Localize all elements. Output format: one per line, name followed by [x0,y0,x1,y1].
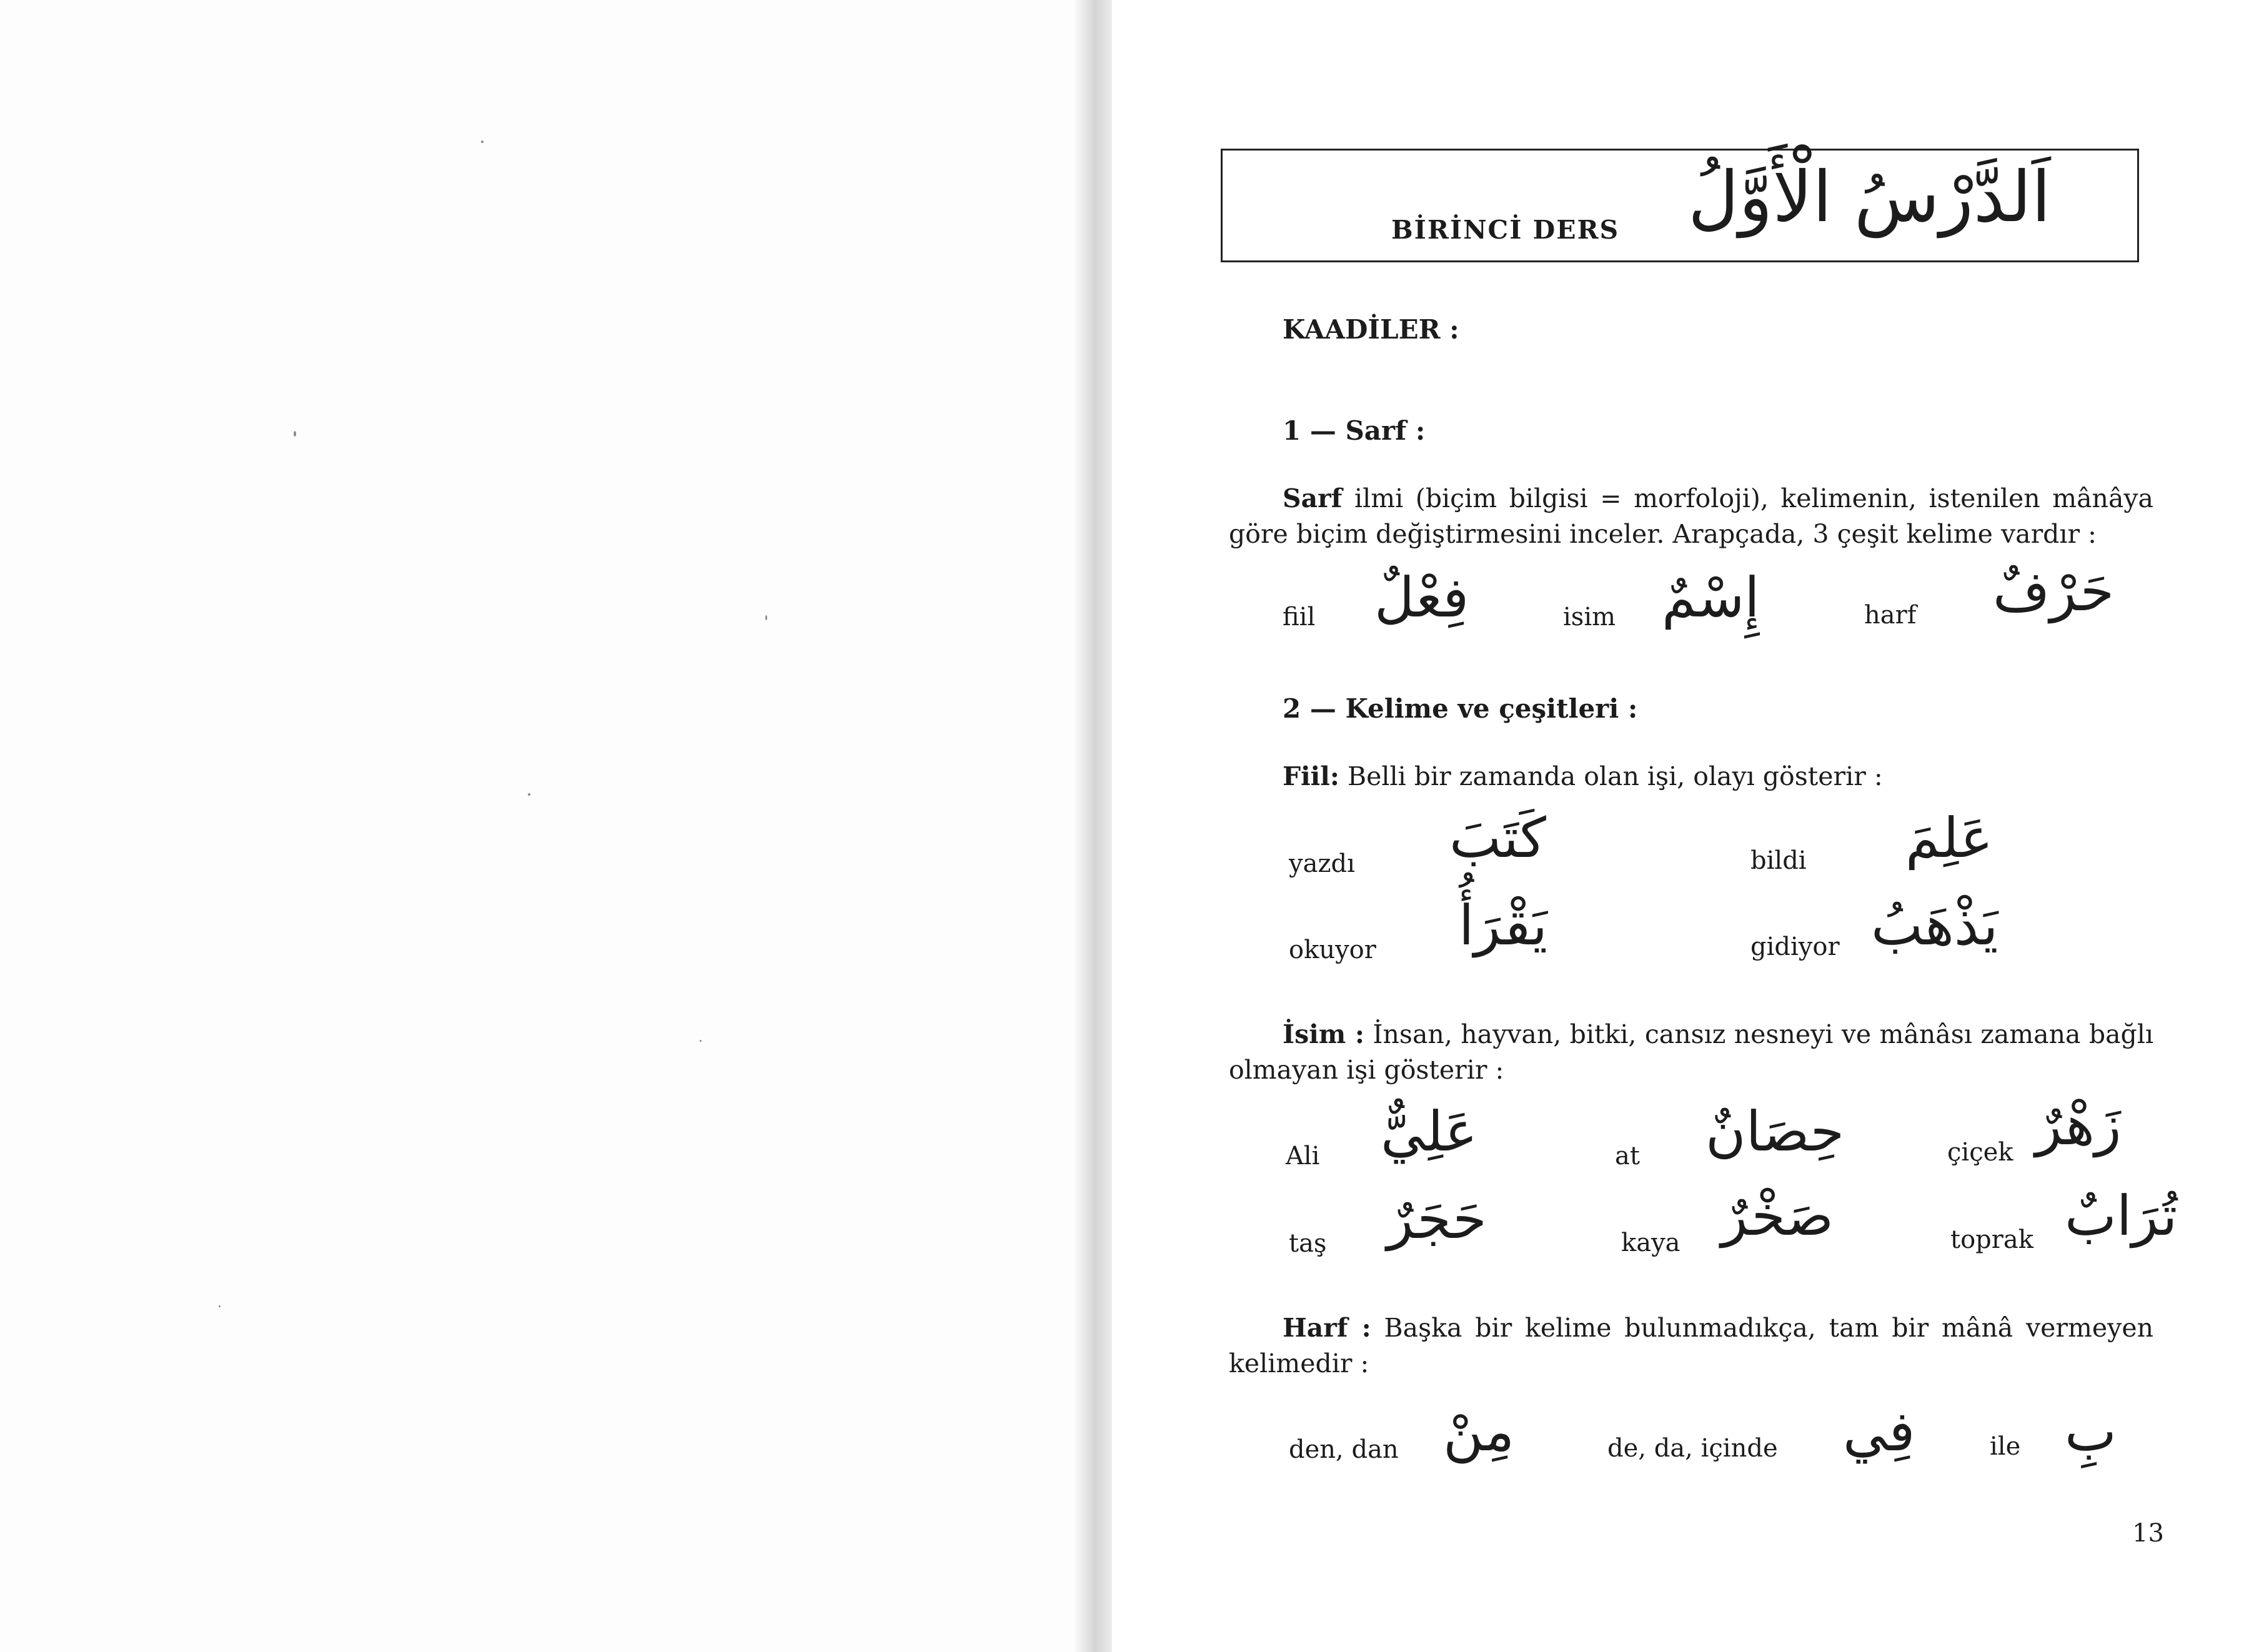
lesson-title-box [1221,149,2139,262]
fiil-definition [1283,759,1883,794]
sarf-paragraph-text: ilmi (biçim bilgisi = morfoloji), kelimenin, istenilen mânâya göre biçim değiştirmesini inceler. Arapçada, 3 çeşit kelime vardır : [1229,483,2153,549]
harf-example-label: ile [1990,1432,2021,1461]
type-label-fiil: fiil [1283,603,1316,631]
isim-example-label: at [1615,1142,1640,1170]
paper-speck [528,793,530,796]
isim-example-arabic: صَخْرٌ [1721,1184,1834,1248]
sarf-heading: 1 — Sarf : [1283,415,1426,446]
type-label-isim: isim [1563,603,1616,631]
isim-example-label: kaya [1621,1229,1681,1257]
left-page-blank [0,0,1096,1652]
paper-speck [294,431,296,437]
paper-speck [765,615,767,620]
isim-example-label: taş [1289,1229,1327,1258]
fiil-example-label: yazdı [1289,849,1355,878]
fiil-example-arabic: كَتَبَ [1449,806,1546,870]
harf-definition [1229,1310,2153,1382]
isim-term: İsim : [1283,1019,1364,1049]
book-gutter [1075,0,1112,1652]
fiil-example-label: gidiyor [1750,932,1840,961]
type-label-harf: harf [1864,601,1917,630]
isim-definition-text: İnsan, hayvan, bitki, cansız nesneyi ve mânâsı zamana bağlı olmayan işi gösterir : [1229,1019,2153,1085]
page-number: 13 [2132,1519,2164,1548]
isim-example-arabic: حَجَرٌ [1387,1187,1487,1251]
harf-example-arabic: فِي [1843,1399,1915,1463]
sarf-paragraph [1229,481,2153,552]
isim-example-arabic: حِصَانٌ [1705,1099,1845,1164]
fiil-example-label: okuyor [1289,936,1376,964]
fiil-definition-text: Belli bir zamanda olan işi, olayı gösterir : [1339,761,1883,791]
kelime-heading: 2 — Kelime ve çeşitleri : [1283,693,1638,724]
harf-term: Harf : [1283,1313,1371,1343]
harf-example-arabic: بِ [2065,1399,2117,1463]
isim-example-arabic: زَهْرٌ [2035,1093,2122,1157]
isim-example-arabic: عَلِيٌّ [1381,1099,1477,1164]
fiil-example-arabic: عَلِمَ [1905,806,1993,870]
isim-definition [1229,1017,2153,1088]
isim-example-label: çiçek [1947,1138,2013,1167]
paper-speck [219,1305,221,1307]
isim-example-arabic: تُرَابٌ [2065,1184,2178,1248]
right-page [1112,0,2249,1652]
fiil-example-label: bildi [1750,846,1807,875]
type-arabic-isim: إِسْمٌ [1662,565,1760,630]
section-title: KAADİLER : [1283,314,1459,345]
type-arabic-fiil: فِعْلٌ [1374,565,1469,630]
harf-example-arabic: مِنْ [1443,1399,1515,1463]
paper-speck [481,141,484,143]
sarf-term: Sarf [1283,483,1343,513]
isim-example-label: Ali [1286,1142,1320,1170]
harf-example-label: de, da, içinde [1607,1434,1778,1463]
paper-speck [700,1040,702,1042]
fiil-example-arabic: يَذْهَبُ [1871,893,1998,957]
fiil-term: Fiil: [1283,761,1339,791]
isim-example-label: toprak [1950,1225,2033,1254]
harf-example-label: den, dan [1289,1435,1399,1464]
fiil-example-arabic: يَقْرَأُ [1459,893,1548,957]
lesson-title-latin: BİRİNCİ DERS [1391,215,1620,245]
type-arabic-harf: حَرْفٌ [1993,559,2115,623]
lesson-title-arabic: اَلدَّرْسُ الْأَوَّلُ [1688,157,2051,238]
harf-definition-text: Başka bir kelime bulunmadıkça, tam bir mânâ vermeyen kelimedir : [1229,1313,2154,1378]
